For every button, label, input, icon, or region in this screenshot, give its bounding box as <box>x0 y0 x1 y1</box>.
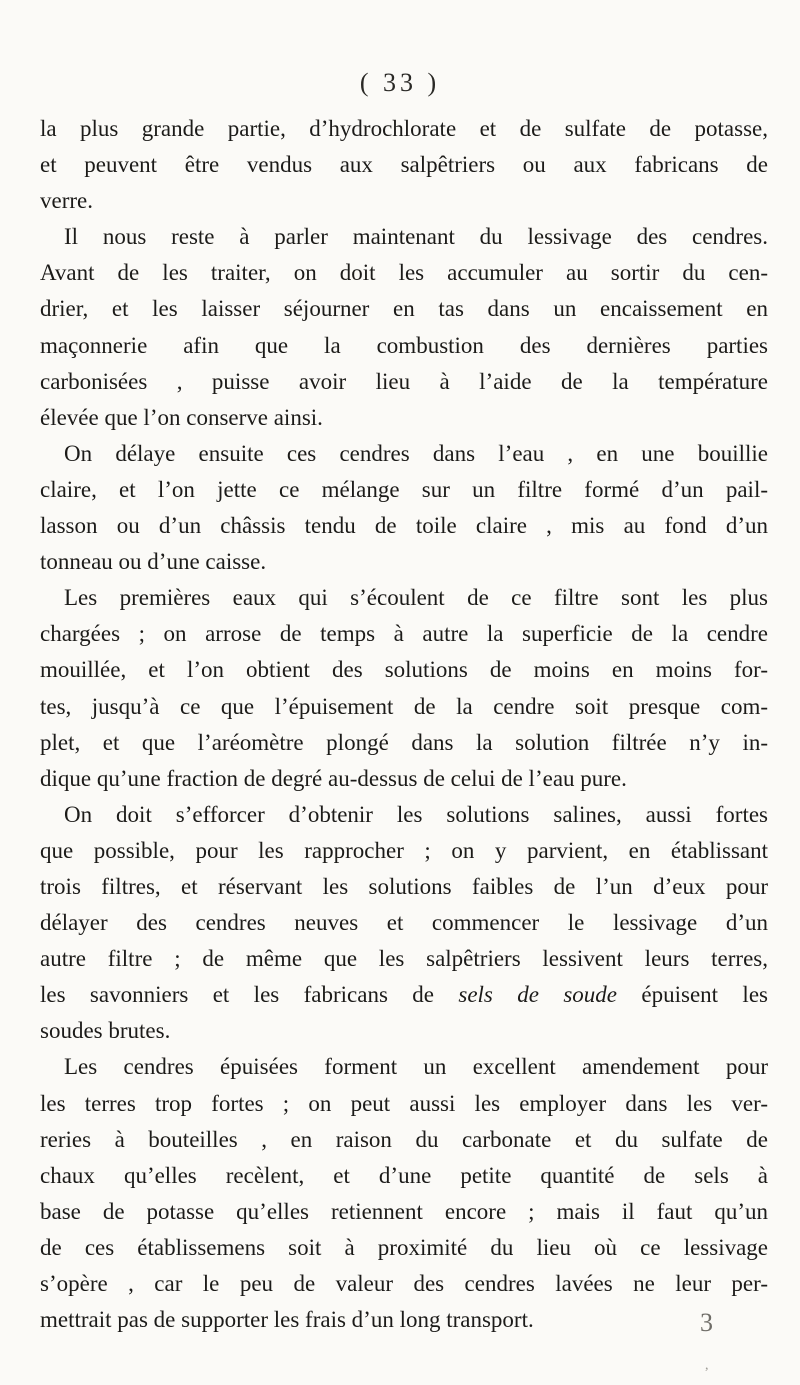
text-line: chargées ; on arrose de temps à autre la superficie de la cendre <box>40 621 768 647</box>
paragraph <box>40 436 768 580</box>
text-line: Les cendres épuisées forment un excellent amendement pour <box>64 1054 768 1080</box>
text-line: de ces établissemens soit à proximité du lieu où ce lessivage <box>40 1234 768 1260</box>
text-line: Les premières eaux qui s’écoulent de ce filtre sont les plus <box>64 585 768 611</box>
text-line: trois filtres, et réservant les solutions faibles de l’un d’eux pour <box>40 873 768 899</box>
paragraph <box>40 1049 768 1338</box>
text-line: reries à bouteilles , en raison du carbonate et du sulfate de <box>40 1126 768 1152</box>
text-line: base de potasse qu’elles retiennent encore ; mais il faut qu’un <box>40 1198 768 1224</box>
text-line: élevée que l’on conserve ainsi. <box>40 404 323 430</box>
paragraph <box>40 219 768 436</box>
text-line: tonneau ou d’une caisse. <box>40 549 267 575</box>
page-number: ( 33 ) <box>359 68 441 97</box>
text-line: tes, jusqu’à ce que l’épuisement de la cendre soit presque com- <box>40 693 768 719</box>
text-line: la plus grande partie, d’hydrochlorate et de sulfate de potasse, <box>40 116 768 141</box>
text-line: On doit s’efforcer d’obtenir les solutions salines, aussi fortes <box>64 801 768 827</box>
paragraph <box>40 111 768 219</box>
text-line: que possible, pour les rapprocher ; on y parvient, en établissant <box>40 837 768 863</box>
text-line: mettrait pas de supporter les frais d’un long transport. <box>40 1307 534 1333</box>
italic-term: sels de soude <box>458 982 618 1008</box>
text-line: mouillée, et l’on obtient des solutions de moins en moins for- <box>40 657 768 683</box>
text-line: s’opère , car le peu de valeur des cendres lavées ne leur per- <box>40 1271 768 1296</box>
text-line: Avant de les traiter, on doit les accumuler au sortir du cen- <box>40 260 768 286</box>
text-line: Il nous reste à parler maintenant du lessivage des cendres. <box>64 224 768 250</box>
text-line: chaux qu’elles recèlent, et d’une petite quantité de sels à <box>40 1162 768 1188</box>
paragraph <box>40 580 768 797</box>
text-line: verre. <box>40 188 93 214</box>
text-line: et peuvent être vendus aux salpêtriers ou aux fabricans de <box>40 152 768 178</box>
text-line: plet, et que l’aréomètre plongé dans la solution filtrée n’y in- <box>40 729 768 755</box>
text-line: lasson ou d’un châssis tendu de toile claire , mis au fond d’un <box>40 513 768 539</box>
text-line: carbonisées , puisse avoir lieu à l’aide de la température <box>40 368 768 394</box>
text-line: les savonniers et les fabricans de sels de soude épuisent les <box>40 982 768 1008</box>
text-line: délayer des cendres neuves et commencer le lessivage d’un <box>40 910 768 936</box>
paragraph <box>40 797 768 1050</box>
text-line: autre filtre ; de même que les salpêtriers lessivent leurs terres, <box>40 946 768 972</box>
body-text <box>40 111 768 1338</box>
text-line: On délaye ensuite ces cendres dans l’eau , en une bouillie <box>64 440 768 466</box>
text-line: drier, et les laisser séjourner en tas dans un encaissement en <box>40 296 768 322</box>
text-line: maçonnerie afin que la combustion des dernières parties <box>40 332 768 358</box>
signature-mark: 3 <box>700 1308 713 1337</box>
text-line: les terres trop fortes ; on peut aussi les employer dans les ver- <box>40 1090 768 1116</box>
speck-mark: , <box>705 1358 709 1373</box>
text-line: claire, et l’on jette ce mélange sur un filtre formé d’un pail- <box>40 476 768 502</box>
text-line: dique qu’une fraction de degré au-dessus de celui de l’eau pure. <box>40 765 627 791</box>
text-line: soudes brutes. <box>40 1018 171 1044</box>
